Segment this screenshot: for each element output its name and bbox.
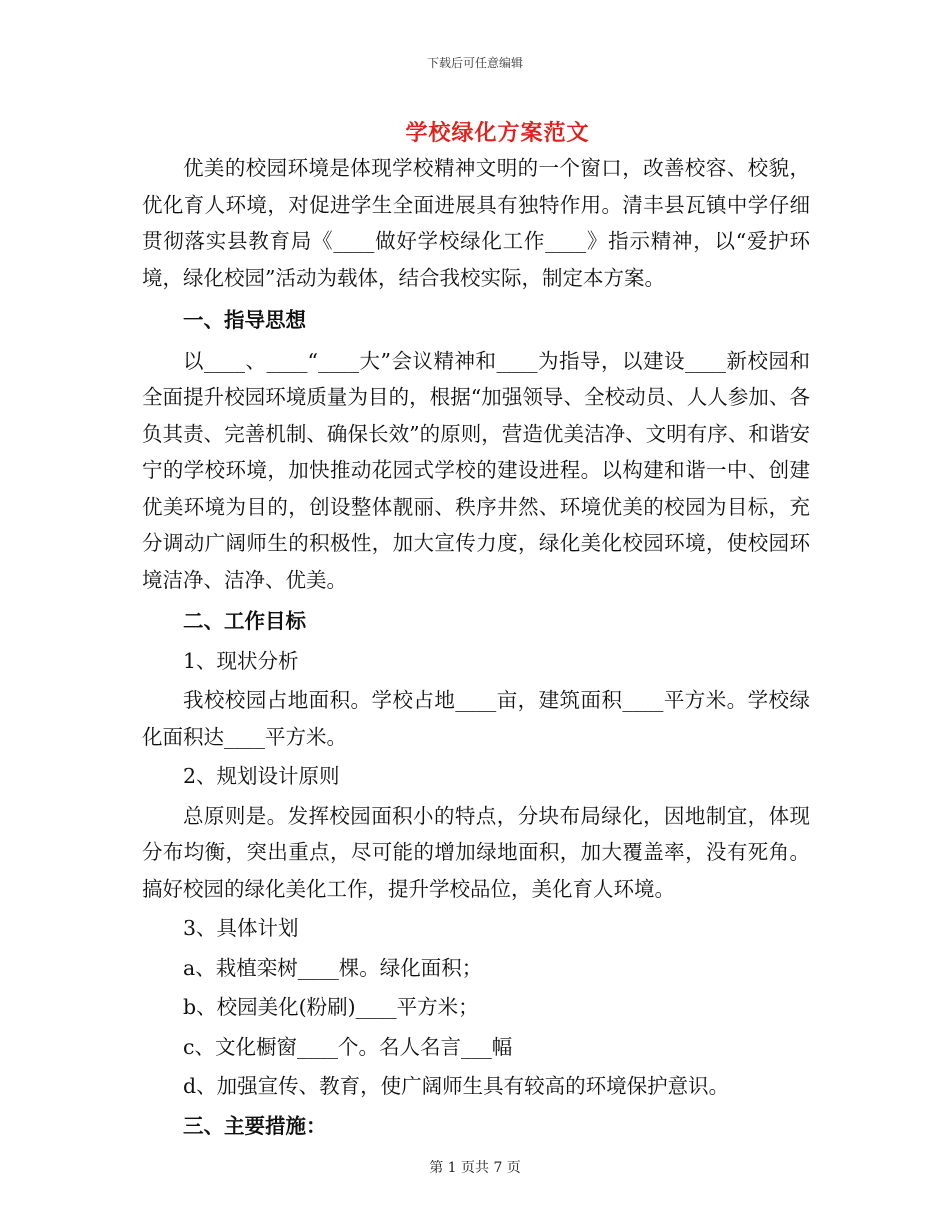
plan-item-b: b、校园美化(粉刷)____平方米； (183, 995, 479, 1019)
plan-item-c: c、文化橱窗____个。名人名言___幅 (183, 1034, 513, 1059)
plan-item-d: d、加强宣传、教育，使广阔师生具有较高的环境保护意识。 (183, 1074, 730, 1098)
status-analysis-paragraph: 我校校园占地面积。学校占地____亩，建筑面积____平方米。学校绿化面积达____平方米。 (142, 688, 810, 749)
subheading-specific-plan: 3、具体计划 (183, 916, 299, 940)
subheading-planning-principles: 2、规划设计原则 (183, 764, 340, 788)
document-body (142, 150, 810, 1144)
header-note: 下载后可任意编辑 (426, 56, 523, 70)
document-title: 学校绿化方案范文 (405, 120, 590, 146)
plan-item-a: a、栽植栾树____棵。绿化面积； (183, 955, 483, 980)
planning-principles-paragraph: 总原则是。发挥校园面积小的特点，分块布局绿化，因地制宜，体现分布均衡，突出重点，尽可能的增加绿地面积，加大覆盖率，没有死角。搞好校园的绿化美化工作，提升学校品位，美化育人环境。 (142, 803, 810, 901)
section-heading-work-goals: 二、工作目标 (183, 609, 306, 633)
section-heading-main-measures: 三、主要措施： (183, 1113, 327, 1138)
section-heading-guiding-ideology: 一、指导思想 (183, 308, 306, 332)
intro-paragraph: 优美的校园环境是体现学校精神文明的一个窗口，改善校容、校貌，优化育人环境，对促进学生全面进展具有独特作用。清丰县瓦镇中学仔细贯彻落实县教育局《____做好学校绿化工作____》指示精神，以“爱护环境，绿化校园”活动为载体，结合我校实际，制定本方案。 (142, 156, 810, 290)
page-footer: 第 1 页共 7 页 (429, 1160, 521, 1176)
subheading-status-analysis: 1、现状分析 (183, 648, 299, 673)
guiding-ideology-paragraph: 以____、____“____大”会议精神和____为指导，以建设____新校园和全面提升校园环境质量为目的，根据“加强领导、全校动员、人人参加、各负其责、完善机制、确保长效”的原则，营造优美洁净、文明有序、和谐安宁的学校环境，加快推动花园式学校的建设进程。以构建和谐一中、创建优美环境为目的，创设整体靓丽、秩序井然、环境优美的校园为目标，充分调动广阔师生的积极性，加大宣传力度，绿化美化校园环境，使校园环境洁净、洁净、优美。 (142, 348, 810, 592)
